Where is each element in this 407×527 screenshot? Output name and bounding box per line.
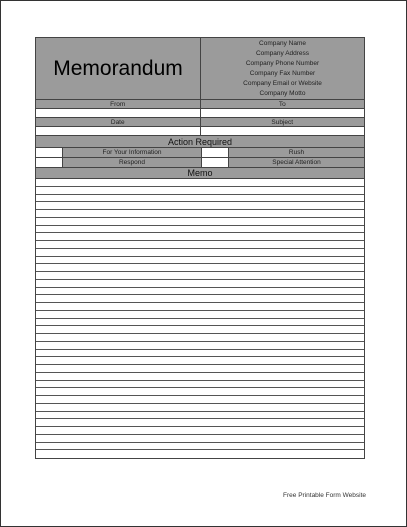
memo-line[interactable] bbox=[36, 264, 364, 272]
company-name: Company Name bbox=[259, 39, 306, 47]
company-motto: Company Motto bbox=[259, 89, 306, 97]
memo-line[interactable] bbox=[36, 187, 364, 195]
respond-checkbox[interactable] bbox=[36, 158, 63, 167]
memo-line[interactable] bbox=[36, 427, 364, 435]
memo-line[interactable] bbox=[36, 342, 364, 350]
action-row-2 bbox=[36, 158, 364, 168]
memo-line[interactable] bbox=[36, 288, 364, 296]
title-cell bbox=[36, 38, 201, 99]
company-info bbox=[201, 38, 364, 99]
memo-line[interactable] bbox=[36, 404, 364, 412]
to-label: To bbox=[200, 100, 365, 108]
memo-line[interactable] bbox=[36, 241, 364, 249]
memo-line[interactable] bbox=[36, 210, 364, 218]
respond-label: Respond bbox=[63, 158, 202, 167]
action-required-header: Action Required bbox=[36, 136, 364, 148]
memo-line[interactable] bbox=[36, 272, 364, 280]
memo-line[interactable] bbox=[36, 419, 364, 427]
company-phone: Company Phone Number bbox=[245, 59, 320, 67]
from-to-fields bbox=[36, 109, 364, 118]
subject-label: Subject bbox=[200, 118, 365, 126]
memorandum-form bbox=[35, 37, 365, 459]
memo-header: Memo bbox=[36, 168, 364, 179]
memo-line[interactable] bbox=[36, 280, 364, 288]
company-email-website: Company Email or Website bbox=[243, 79, 322, 87]
from-label: From bbox=[110, 100, 126, 108]
memo-line[interactable] bbox=[36, 435, 364, 443]
form-title: Memorandum bbox=[53, 56, 183, 80]
memo-line[interactable] bbox=[36, 412, 364, 420]
memo-lines[interactable] bbox=[36, 179, 364, 458]
form-header bbox=[36, 38, 364, 100]
from-field[interactable] bbox=[36, 109, 200, 117]
fyi-checkbox[interactable] bbox=[36, 148, 63, 157]
memo-line[interactable] bbox=[36, 257, 364, 265]
action-row-1 bbox=[36, 148, 364, 158]
memo-line[interactable] bbox=[36, 303, 364, 311]
memo-line[interactable] bbox=[36, 295, 364, 303]
to-field[interactable] bbox=[200, 109, 365, 117]
date-label: Date bbox=[110, 118, 125, 126]
memo-line[interactable] bbox=[36, 350, 364, 358]
memo-line[interactable] bbox=[36, 233, 364, 241]
memo-line[interactable] bbox=[36, 396, 364, 404]
memo-line[interactable] bbox=[36, 195, 364, 203]
memo-line[interactable] bbox=[36, 326, 364, 334]
memo-line[interactable] bbox=[36, 226, 364, 234]
from-to-labels bbox=[36, 100, 364, 109]
memo-line[interactable] bbox=[36, 319, 364, 327]
memo-line[interactable] bbox=[36, 388, 364, 396]
rush-checkbox[interactable] bbox=[202, 148, 229, 157]
date-subject-fields bbox=[36, 127, 364, 136]
memo-line[interactable] bbox=[36, 249, 364, 257]
company-fax: Company Fax Number bbox=[249, 69, 316, 77]
memo-line[interactable] bbox=[36, 365, 364, 373]
memo-line[interactable] bbox=[36, 357, 364, 365]
memo-line[interactable] bbox=[36, 218, 364, 226]
company-address: Company Address bbox=[255, 49, 310, 57]
date-subject-labels bbox=[36, 118, 364, 127]
memo-line[interactable] bbox=[36, 311, 364, 319]
memo-line[interactable] bbox=[36, 381, 364, 389]
rush-label: Rush bbox=[229, 148, 364, 157]
special-attention-label: Special Attention bbox=[229, 158, 364, 167]
memo-line[interactable] bbox=[36, 443, 364, 451]
memo-line[interactable] bbox=[36, 373, 364, 381]
memo-line[interactable] bbox=[36, 334, 364, 342]
memo-line[interactable] bbox=[36, 202, 364, 210]
footer-text: Free Printable Form Website bbox=[283, 492, 366, 499]
memo-line[interactable] bbox=[36, 179, 364, 187]
special-attention-checkbox[interactable] bbox=[202, 158, 229, 167]
date-field[interactable] bbox=[36, 127, 200, 135]
fyi-label: For Your Information bbox=[63, 148, 202, 157]
memo-line[interactable] bbox=[36, 450, 364, 458]
subject-field[interactable] bbox=[200, 127, 365, 135]
